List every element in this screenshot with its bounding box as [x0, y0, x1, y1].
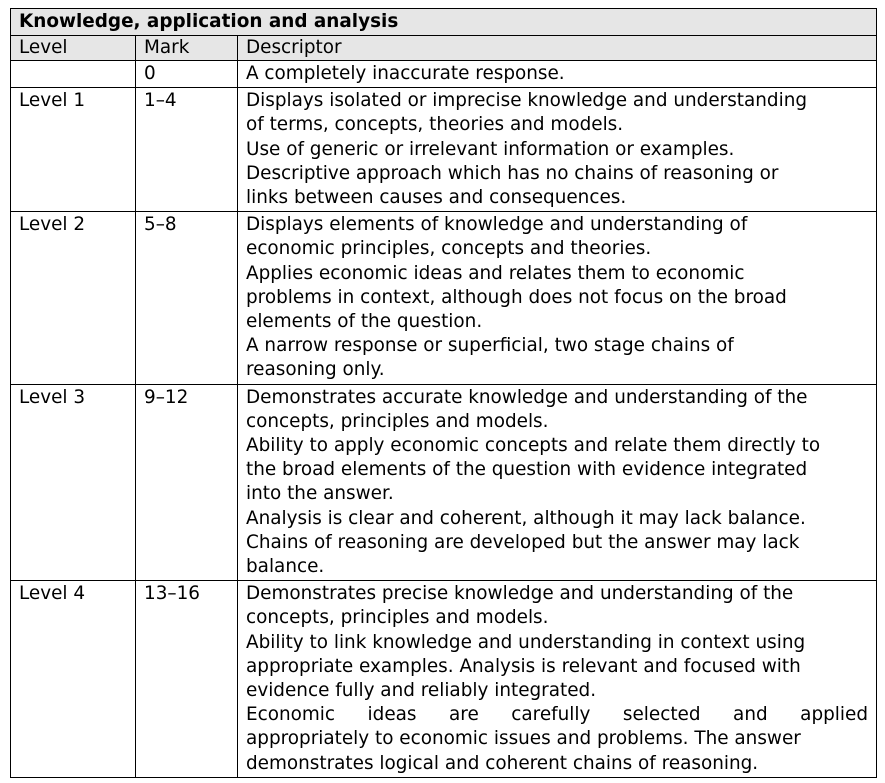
descriptor-line: Use of generic or irrelevant information or examples. [246, 138, 735, 160]
row-descriptor [238, 384, 877, 581]
table-row [11, 212, 877, 384]
descriptor-line: Descriptive approach which has no chains of reasoning or [246, 162, 779, 184]
header-mark: Mark [136, 36, 238, 61]
descriptor-line: A completely inaccurate response. [246, 63, 565, 84]
descriptor-line: Applies economic ideas and relates them to economic [246, 262, 745, 284]
descriptor-line: Displays elements of knowledge and understanding of [246, 214, 748, 236]
mark-scheme-container [10, 8, 877, 778]
descriptor-line: Chains of reasoning are developed but the answer may lack [246, 531, 800, 553]
descriptor-line: Demonstrates precise knowledge and understanding of the [246, 583, 794, 605]
row-descriptor [238, 88, 877, 212]
row-mark: 5–8 [136, 212, 238, 384]
table-row [11, 61, 877, 88]
row-level: Level 3 [11, 384, 136, 581]
descriptor-line: Analysis is clear and coherent, although it may lack balance. [246, 507, 806, 529]
descriptor-line: concepts, principles and models. [246, 410, 549, 432]
row-mark: 13–16 [136, 581, 238, 778]
row-descriptor [238, 61, 877, 88]
row-mark: 1–4 [136, 88, 238, 212]
descriptor-line: economic principles, concepts and theories. [246, 238, 652, 260]
descriptor-line: evidence fully and reliably integrated. [246, 680, 597, 702]
descriptor-line: Economic ideas are carefully selected and applied [246, 704, 869, 726]
header-descriptor: Descriptor [238, 36, 877, 61]
descriptor-line: into the answer. [246, 483, 394, 505]
descriptor-line: Displays isolated or imprecise knowledge and understanding [246, 90, 808, 112]
table-header-row [11, 36, 877, 61]
table-row [11, 581, 877, 778]
descriptor-line: elements of the question. [246, 311, 483, 333]
table-title-row [11, 9, 877, 36]
descriptor-line: appropriate examples. Analysis is relevant and focused with [246, 655, 801, 677]
row-mark: 9–12 [136, 384, 238, 581]
descriptor-line: reasoning only. [246, 359, 385, 381]
descriptor-line: A narrow response or superficial, two stage chains of [246, 335, 734, 357]
row-level: Level 4 [11, 581, 136, 778]
descriptor-line: of terms, concepts, theories and models. [246, 114, 624, 136]
row-level [11, 61, 136, 88]
descriptor-line: links between causes and consequences. [246, 187, 627, 209]
table-row [11, 384, 877, 581]
mark-scheme-table [10, 8, 877, 778]
descriptor-line: Ability to apply economic concepts and relate them directly to [246, 435, 821, 457]
descriptor-line: Demonstrates accurate knowledge and understanding of the [246, 386, 808, 408]
row-descriptor [238, 212, 877, 384]
descriptor-line: the broad elements of the question with evidence integrated [246, 459, 808, 481]
descriptor-line: Ability to link knowledge and understanding in context using [246, 631, 806, 653]
row-level: Level 1 [11, 88, 136, 212]
row-mark: 0 [136, 61, 238, 88]
row-descriptor [238, 581, 877, 778]
descriptor-line: demonstrates logical and coherent chains of reasoning. [246, 752, 759, 774]
table-title: Knowledge, application and analysis [11, 9, 877, 36]
table-row [11, 88, 877, 212]
row-level: Level 2 [11, 212, 136, 384]
descriptor-line: problems in context, although does not focus on the broad [246, 286, 787, 308]
descriptor-line: appropriately to economic issues and problems. The answer [246, 728, 801, 750]
descriptor-line: balance. [246, 556, 325, 578]
header-level: Level [11, 36, 136, 61]
descriptor-line: concepts, principles and models. [246, 607, 549, 629]
